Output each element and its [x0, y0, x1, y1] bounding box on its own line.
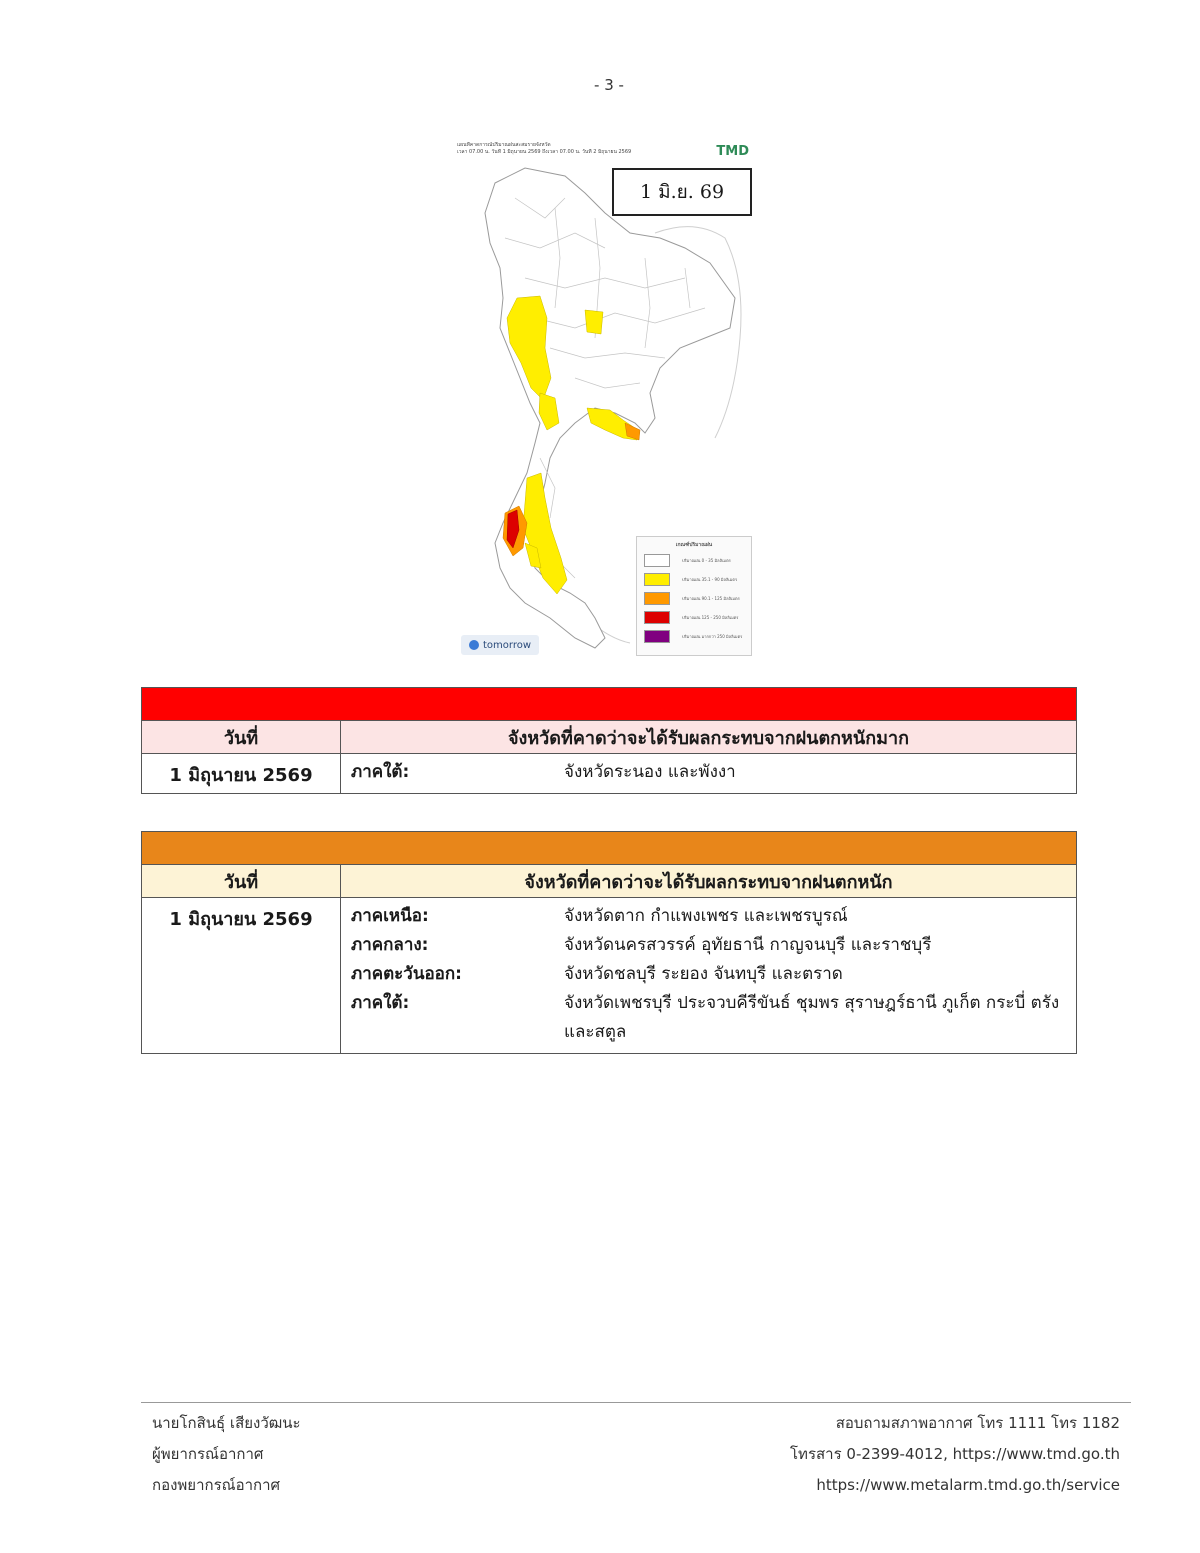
heavy-rain-table	[141, 831, 1077, 1054]
region-line	[351, 960, 1066, 989]
row-regions	[341, 898, 1076, 1053]
map-heading	[457, 142, 697, 156]
tomorrow-logo-icon	[469, 640, 479, 650]
table-header-row	[142, 721, 1076, 754]
heavy-rain-color-band	[142, 832, 1076, 865]
footer-divider	[141, 1402, 1131, 1403]
footer-contact	[790, 1408, 1120, 1501]
legend-swatch	[644, 573, 670, 586]
page-number: - 3 -	[594, 76, 624, 94]
region-provinces: จังหวัดเพชรบุรี ประจวบคีรีขันธ์ ชุมพร สุราษฎร์ธานี ภูเก็ต กระบี่ ตรัง และสตูล	[564, 993, 1060, 1042]
row-date: 1 มิถุนายน 2569	[142, 754, 341, 793]
contact-phone: สอบถามสภาพอากาศ โทร 1111 โทร 1182	[835, 1414, 1120, 1432]
legend-item	[637, 589, 751, 608]
legend-item	[637, 608, 751, 627]
region-provinces: จังหวัดตาก กำแพงเพชร และเพชรบูรณ์	[564, 906, 848, 926]
map-date-label: 1 มิ.ย. 69	[612, 168, 752, 216]
table-row	[142, 898, 1076, 1053]
region-provinces: จังหวัดระนอง และพังงา	[564, 762, 736, 782]
table-row	[142, 754, 1076, 793]
rainfall-map-figure	[455, 138, 755, 658]
region-name: ภาคกลาง:	[351, 935, 429, 955]
region-line	[351, 931, 1066, 960]
legend-swatch	[644, 592, 670, 605]
tmd-logo: TMD	[716, 144, 749, 159]
very-heavy-rain-table	[141, 687, 1077, 794]
region-line	[351, 758, 1066, 787]
header-date: วันที่	[142, 721, 341, 753]
region-line	[351, 902, 1066, 931]
region-provinces: จังหวัดชลบุรี ระยอง จันทบุรี และตราด	[564, 964, 843, 984]
map-heading-line1: แผนที่คาดการณ์ปริมาณฝนสะสมรายจังหวัด	[457, 142, 551, 148]
legend-swatch	[644, 611, 670, 624]
footer-forecaster	[152, 1408, 301, 1501]
legend-swatch	[644, 554, 670, 567]
forecaster-title: ผู้พยากรณ์อากาศ	[152, 1445, 264, 1463]
tomorrow-credit-text: tomorrow	[483, 639, 532, 651]
legend-title: เกณฑ์ปริมาณฝน	[675, 542, 713, 548]
legend-label: ปริมาณฝน 90.1 - 125 มิลลิเมตร	[682, 596, 740, 601]
header-date: วันที่	[142, 865, 341, 897]
legend-label: ปริมาณฝน 0 - 35 มิลลิเมตร	[682, 558, 731, 563]
header-provinces: จังหวัดที่คาดว่าจะได้รับผลกระทบจากฝนตกหนัก	[524, 871, 893, 893]
legend-swatch	[644, 630, 670, 643]
header-provinces: จังหวัดที่คาดว่าจะได้รับผลกระทบจากฝนตกหนักมาก	[507, 727, 909, 749]
region-line	[351, 989, 1066, 1047]
table-header-row	[142, 865, 1076, 898]
legend-label: ปริมาณฝน มากกว่า 250 มิลลิเมตร	[682, 634, 743, 639]
map-legend	[636, 536, 752, 656]
region-provinces: จังหวัดนครสวรรค์ อุทัยธานี กาญจนบุรี และราชบุรี	[564, 935, 932, 955]
legend-item	[637, 570, 751, 589]
legend-item	[637, 551, 751, 570]
very-heavy-rain-color-band	[142, 688, 1076, 721]
row-date: 1 มิถุนายน 2569	[142, 898, 341, 1053]
forecaster-name: นายโกสินธุ์ เสียงวัฒนะ	[152, 1414, 301, 1432]
region-name: ภาคใต้:	[351, 993, 410, 1013]
tomorrow-credit	[461, 635, 539, 655]
row-regions	[341, 754, 1076, 793]
region-name: ภาคตะวันออก:	[351, 964, 462, 984]
region-name: ภาคใต้:	[351, 762, 410, 782]
map-heading-line2: เวลา 07.00 น. วันที่ 1 มิถุนายน 2569 ถึงเวลา 07.00 น. วันที่ 2 มิถุนายน 2569	[457, 149, 632, 155]
contact-service-link[interactable]: https://www.metalarm.tmd.go.th/service	[816, 1476, 1120, 1494]
legend-item	[637, 627, 751, 646]
legend-label: ปริมาณฝน 35.1 - 90 มิลลิเมตร	[682, 577, 738, 582]
legend-label: ปริมาณฝน 125 - 250 มิลลิเมตร	[682, 615, 739, 620]
forecast-division: กองพยากรณ์อากาศ	[152, 1476, 281, 1494]
contact-fax-website[interactable]: โทรสาร 0-2399-4012, https://www.tmd.go.th	[790, 1445, 1120, 1463]
region-name: ภาคเหนือ:	[351, 906, 429, 926]
